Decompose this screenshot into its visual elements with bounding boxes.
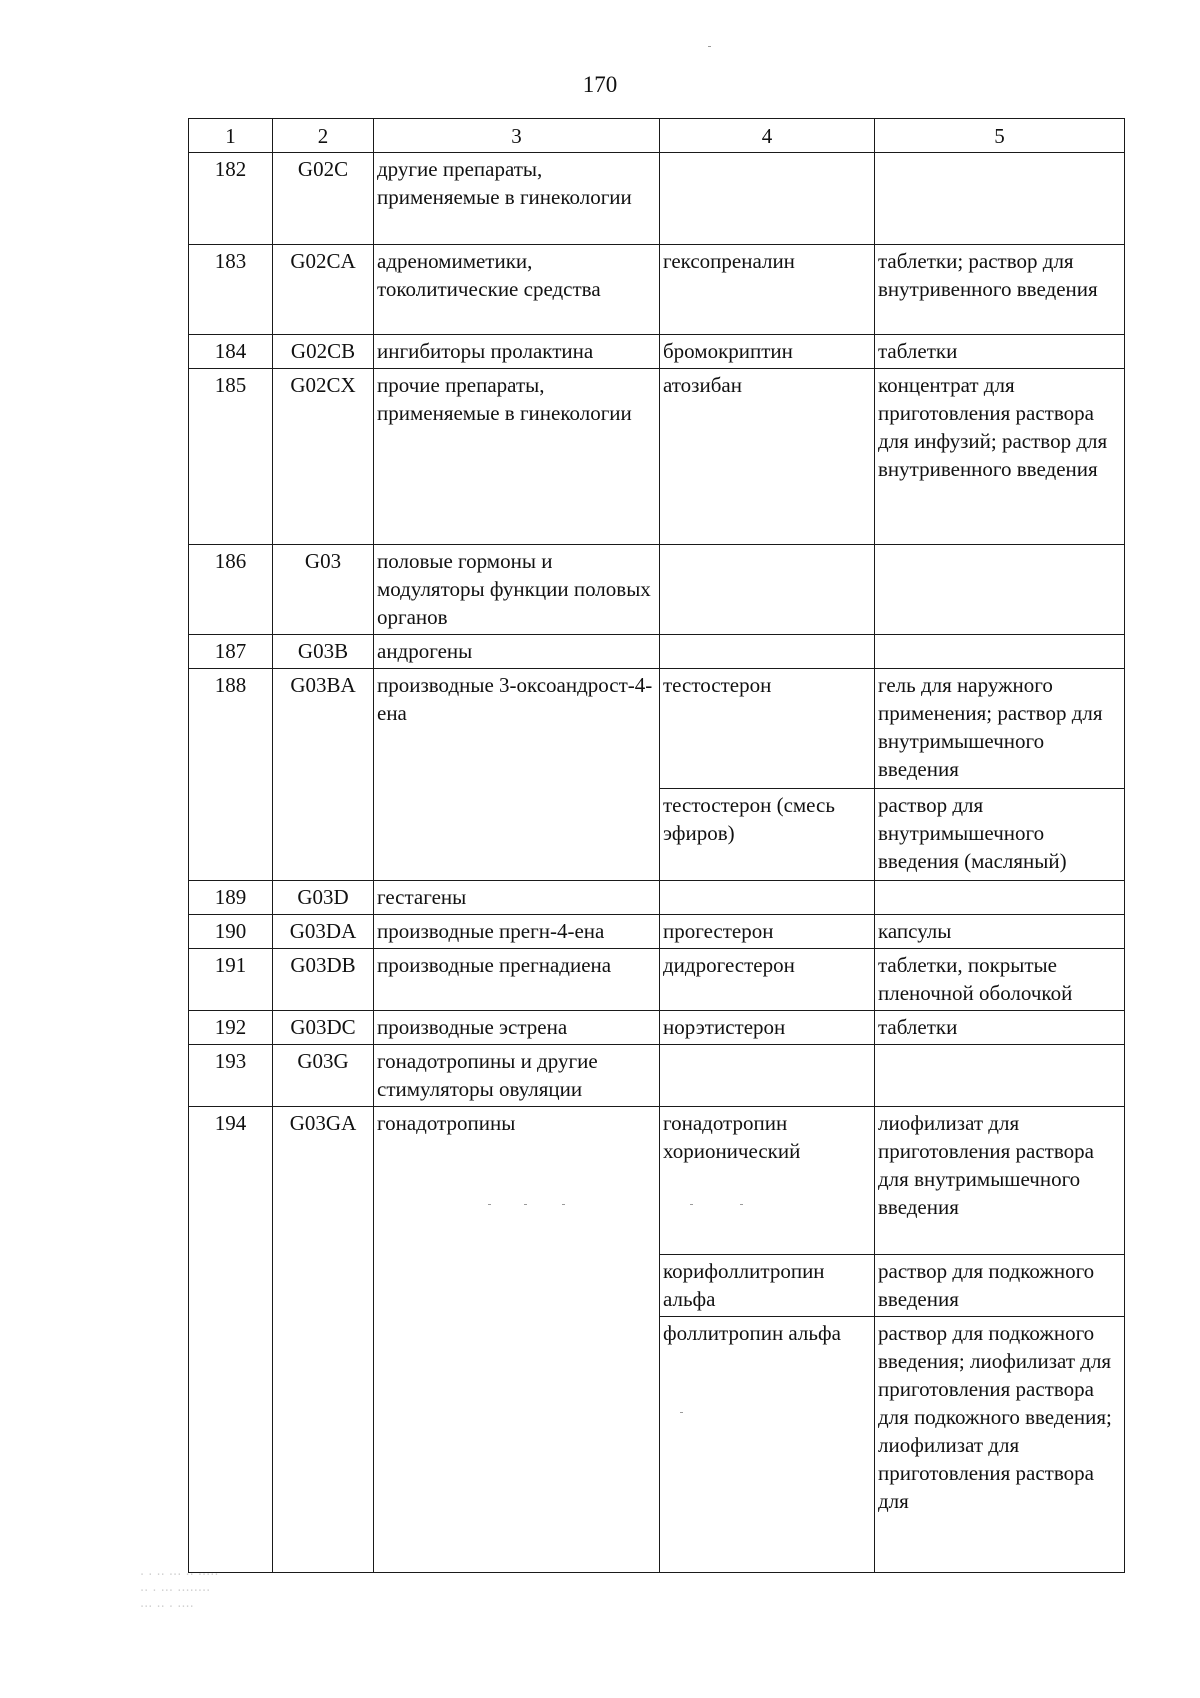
row-number: 190 xyxy=(189,915,273,949)
pharmacological-group: гестагены xyxy=(374,881,660,915)
dosage-form xyxy=(875,153,1125,245)
drug-name: корифоллитропин альфа xyxy=(660,1255,875,1317)
drug-table xyxy=(188,118,1125,1573)
dosage-form: концентрат для приготовления раствора для инфузий; раствор для внутривенного введения xyxy=(875,369,1125,545)
dosage-form: раствор для подкожного введения xyxy=(875,1255,1125,1317)
header-col-4: 4 xyxy=(660,119,875,153)
dosage-form xyxy=(875,1045,1125,1107)
row-number: 194 xyxy=(189,1107,273,1573)
table-row xyxy=(189,881,1125,915)
row-number: 187 xyxy=(189,635,273,669)
row-number: 182 xyxy=(189,153,273,245)
drug-name: прогестерон xyxy=(660,915,875,949)
scan-speck xyxy=(690,1204,693,1205)
atc-code: G02CB xyxy=(273,335,374,369)
table-row xyxy=(189,369,1125,545)
atc-code: G03GA xyxy=(273,1107,374,1573)
atc-code: G03DA xyxy=(273,915,374,949)
table-row xyxy=(189,1011,1125,1045)
atc-code: G03G xyxy=(273,1045,374,1107)
header-col-1: 1 xyxy=(189,119,273,153)
dosage-form xyxy=(875,635,1125,669)
drug-name xyxy=(660,153,875,245)
drug-name: тестостерон xyxy=(660,669,875,789)
drug-name: фоллитропин альфа xyxy=(660,1317,875,1573)
pharmacological-group: производные 3-оксоандрост-4-ена xyxy=(374,669,660,881)
drug-name: гексопреналин xyxy=(660,245,875,335)
scan-speck xyxy=(524,1204,527,1205)
pharmacological-group: ингибиторы пролактина xyxy=(374,335,660,369)
header-col-2: 2 xyxy=(273,119,374,153)
row-number: 184 xyxy=(189,335,273,369)
row-number: 189 xyxy=(189,881,273,915)
pharmacological-group: гонадотропины и другие стимуляторы овуляции xyxy=(374,1045,660,1107)
drug-name: гонадотропин хорионический xyxy=(660,1107,875,1255)
dosage-form: капсулы xyxy=(875,915,1125,949)
table-row xyxy=(189,949,1125,1011)
dosage-form: таблетки, покрытые пленочной оболочкой xyxy=(875,949,1125,1011)
pharmacological-group: производные эстрена xyxy=(374,1011,660,1045)
dosage-form: раствор для внутримышечного введения (масляный) xyxy=(875,789,1125,881)
dosage-form xyxy=(875,545,1125,635)
pharmacological-group: производные прегн-4-ена xyxy=(374,915,660,949)
pharmacological-group: производные прегнадиена xyxy=(374,949,660,1011)
faint-stamp-mark: · · ·· ··· ·· ····· ·· · ··· ········ ··· ·· · ···· xyxy=(140,1568,219,1615)
dosage-form: раствор для подкожного введения; лиофилизат для приготовления раствора для подкожного введения; лиофилизат для приготовления раствора для xyxy=(875,1317,1125,1573)
row-number: 188 xyxy=(189,669,273,881)
pharmacological-group: прочие препараты, применяемые в гинекологии xyxy=(374,369,660,545)
scan-speck xyxy=(740,1204,743,1205)
row-number: 193 xyxy=(189,1045,273,1107)
atc-code: G03DB xyxy=(273,949,374,1011)
row-number: 191 xyxy=(189,949,273,1011)
page-number: 170 xyxy=(582,72,618,97)
atc-code: G03D xyxy=(273,881,374,915)
drug-name xyxy=(660,881,875,915)
pharmacological-group: другие препараты, применяемые в гинекологии xyxy=(374,153,660,245)
scan-speck xyxy=(562,1204,565,1205)
table-row xyxy=(189,545,1125,635)
table-row xyxy=(189,635,1125,669)
row-number: 185 xyxy=(189,369,273,545)
atc-code: G02CA xyxy=(273,245,374,335)
header-col-3: 3 xyxy=(374,119,660,153)
pharmacological-group: гонадотропины xyxy=(374,1107,660,1573)
drug-name: тестостерон (смесь эфиров) xyxy=(660,789,875,881)
drug-name: атозибан xyxy=(660,369,875,545)
atc-code: G03B xyxy=(273,635,374,669)
row-number: 186 xyxy=(189,545,273,635)
drug-name: дидрогестерон xyxy=(660,949,875,1011)
drug-name xyxy=(660,635,875,669)
pharmacological-group: половые гормоны и модуляторы функции половых органов xyxy=(374,545,660,635)
dosage-form: гель для наружного применения; раствор для внутримышечного введения xyxy=(875,669,1125,789)
dosage-form: таблетки; раствор для внутривенного введения xyxy=(875,245,1125,335)
table-row xyxy=(189,153,1125,245)
pharmacological-group: андрогены xyxy=(374,635,660,669)
dosage-form: таблетки xyxy=(875,1011,1125,1045)
table-row xyxy=(189,245,1125,335)
header-col-5: 5 xyxy=(875,119,1125,153)
table-row xyxy=(189,915,1125,949)
scan-speck xyxy=(680,1412,683,1413)
header-row xyxy=(189,119,1125,153)
table-row xyxy=(189,669,1125,789)
table-row xyxy=(189,1045,1125,1107)
table-row xyxy=(189,335,1125,369)
row-number: 192 xyxy=(189,1011,273,1045)
scan-speck xyxy=(488,1204,491,1205)
drug-name: бромокриптин xyxy=(660,335,875,369)
drug-name: норэтистерон xyxy=(660,1011,875,1045)
atc-code: G03 xyxy=(273,545,374,635)
row-number: 183 xyxy=(189,245,273,335)
atc-code: G02C xyxy=(273,153,374,245)
dosage-form: таблетки xyxy=(875,335,1125,369)
table-row xyxy=(189,1107,1125,1255)
atc-code: G03BA xyxy=(273,669,374,881)
scan-speck xyxy=(708,46,711,47)
drug-name xyxy=(660,545,875,635)
drug-name xyxy=(660,1045,875,1107)
pharmacological-group: адреномиметики, токолитические средства xyxy=(374,245,660,335)
dosage-form xyxy=(875,881,1125,915)
dosage-form: лиофилизат для приготовления раствора для внутримышечного введения xyxy=(875,1107,1125,1255)
atc-code: G03DC xyxy=(273,1011,374,1045)
atc-code: G02CX xyxy=(273,369,374,545)
